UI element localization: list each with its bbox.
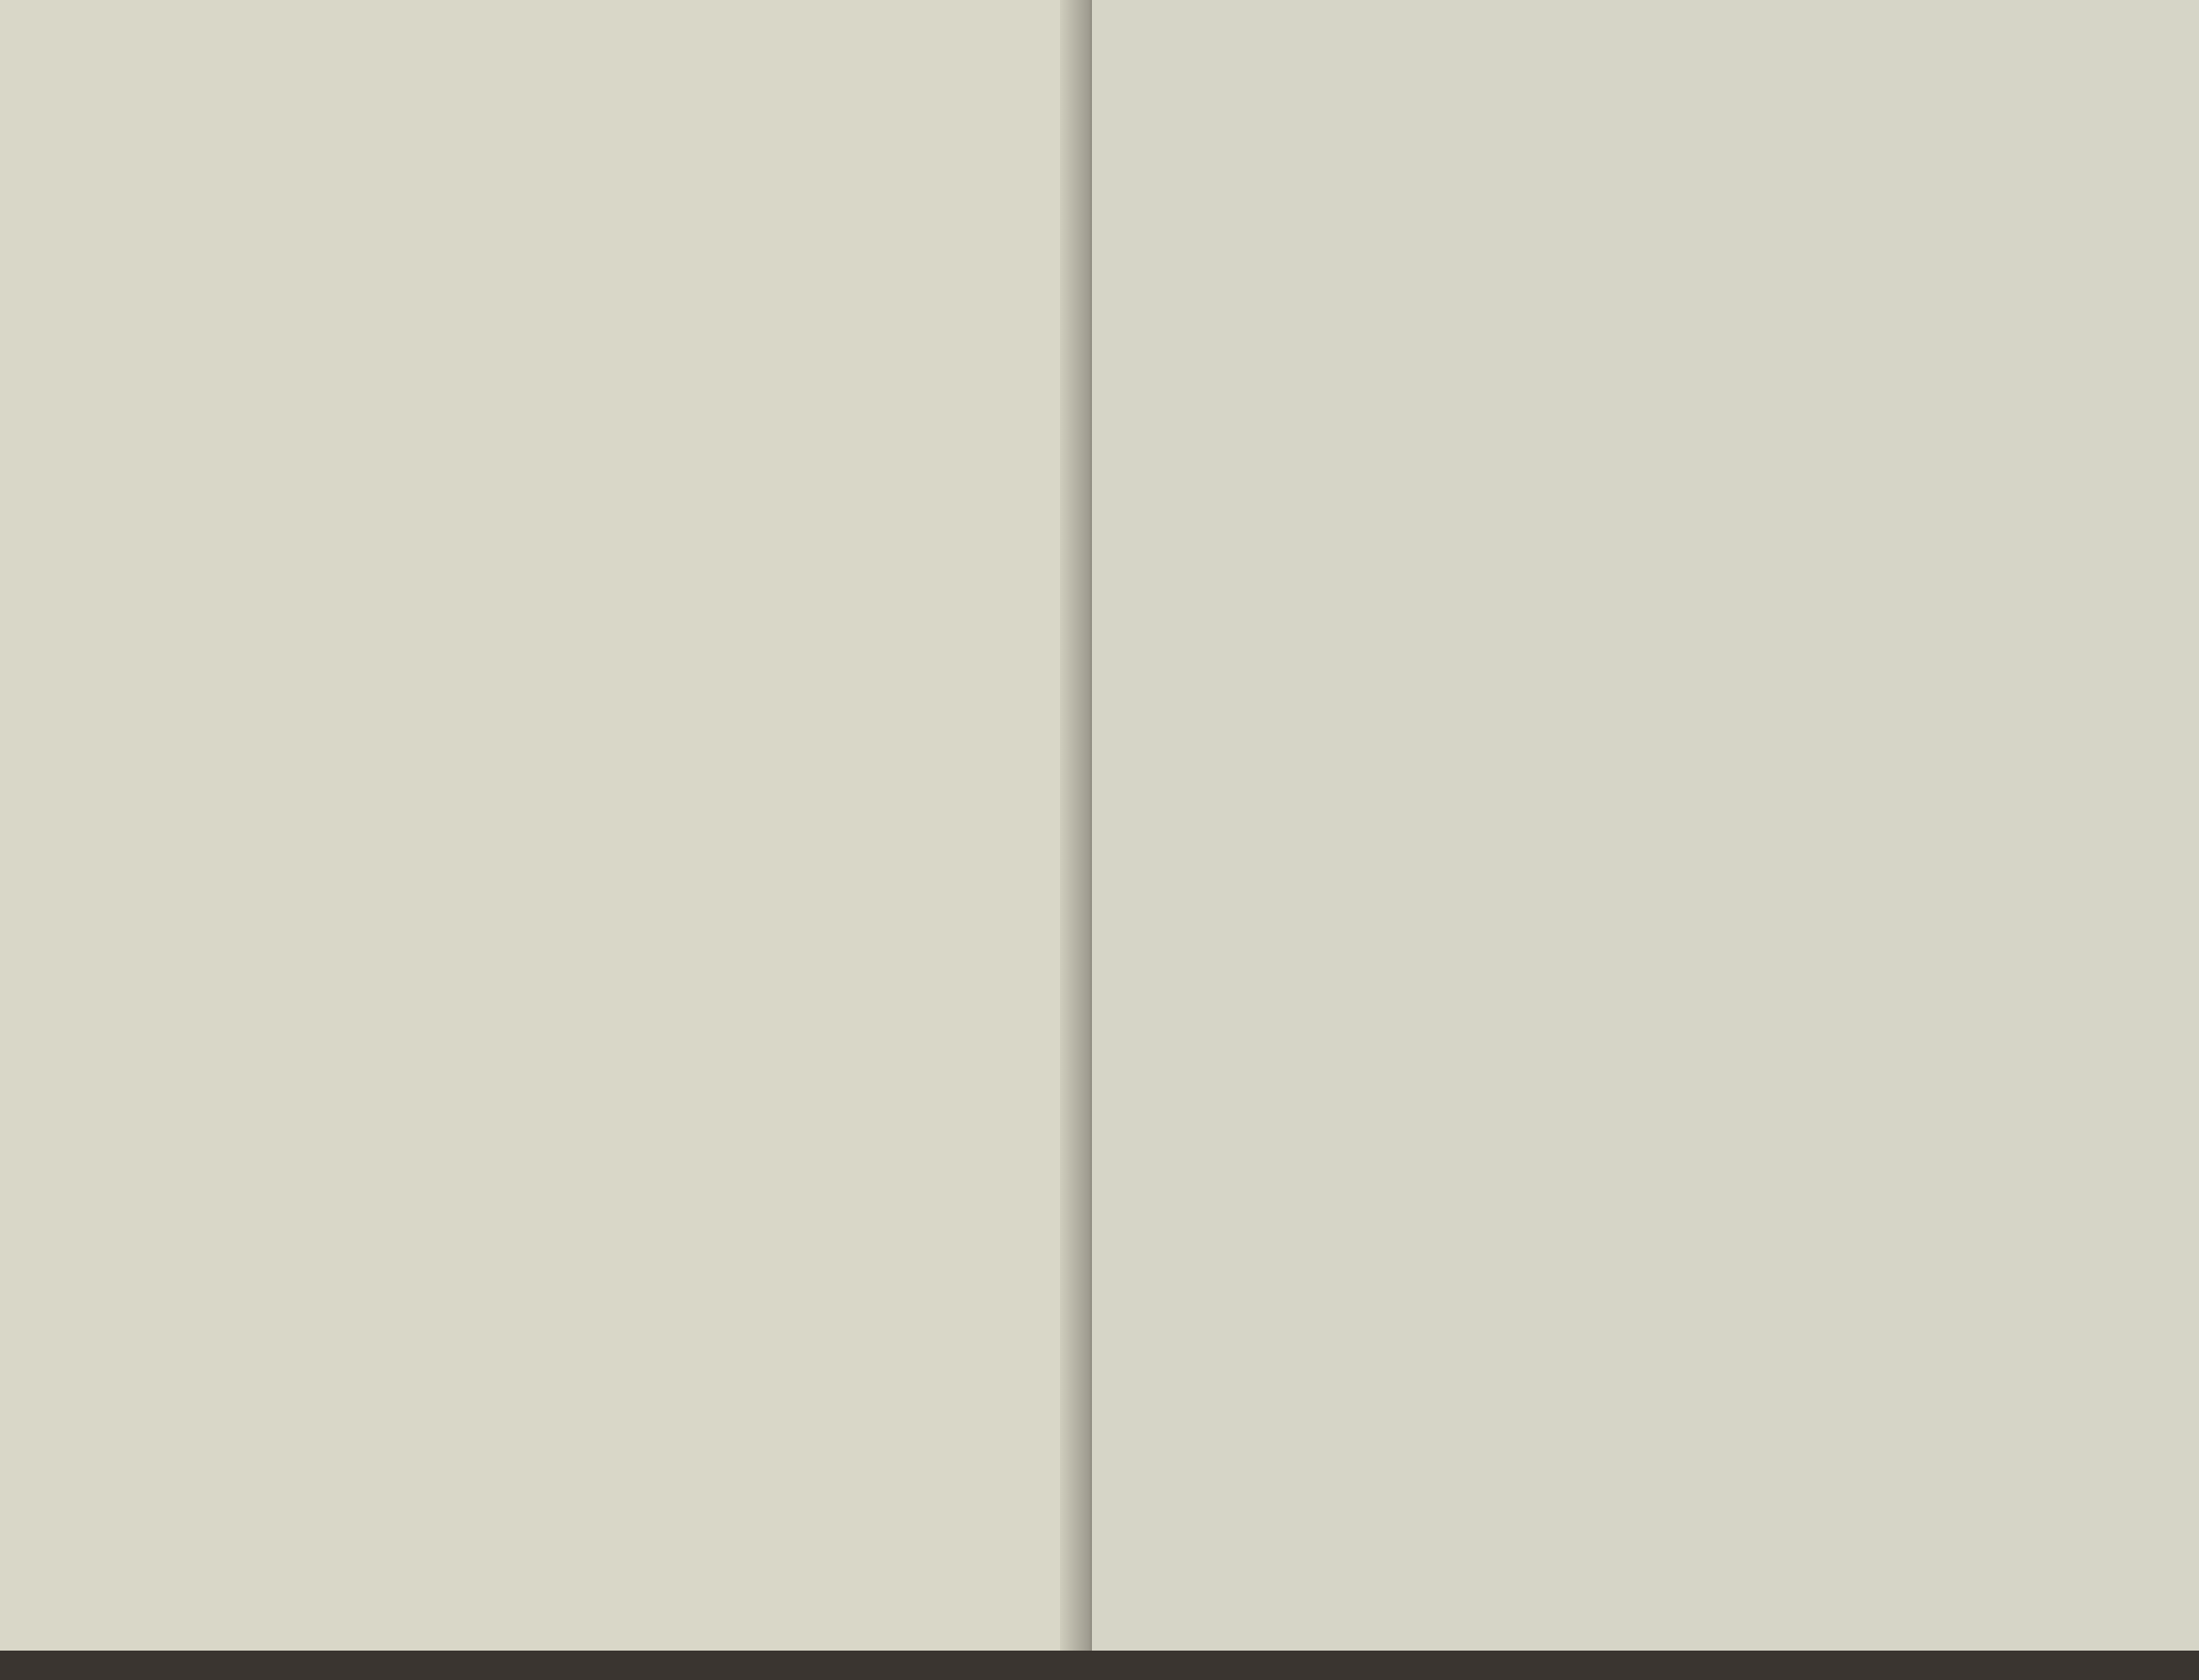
left-page — [0, 0, 1092, 1680]
right-page — [1092, 0, 2199, 1680]
scan-edge — [0, 1651, 2199, 1680]
